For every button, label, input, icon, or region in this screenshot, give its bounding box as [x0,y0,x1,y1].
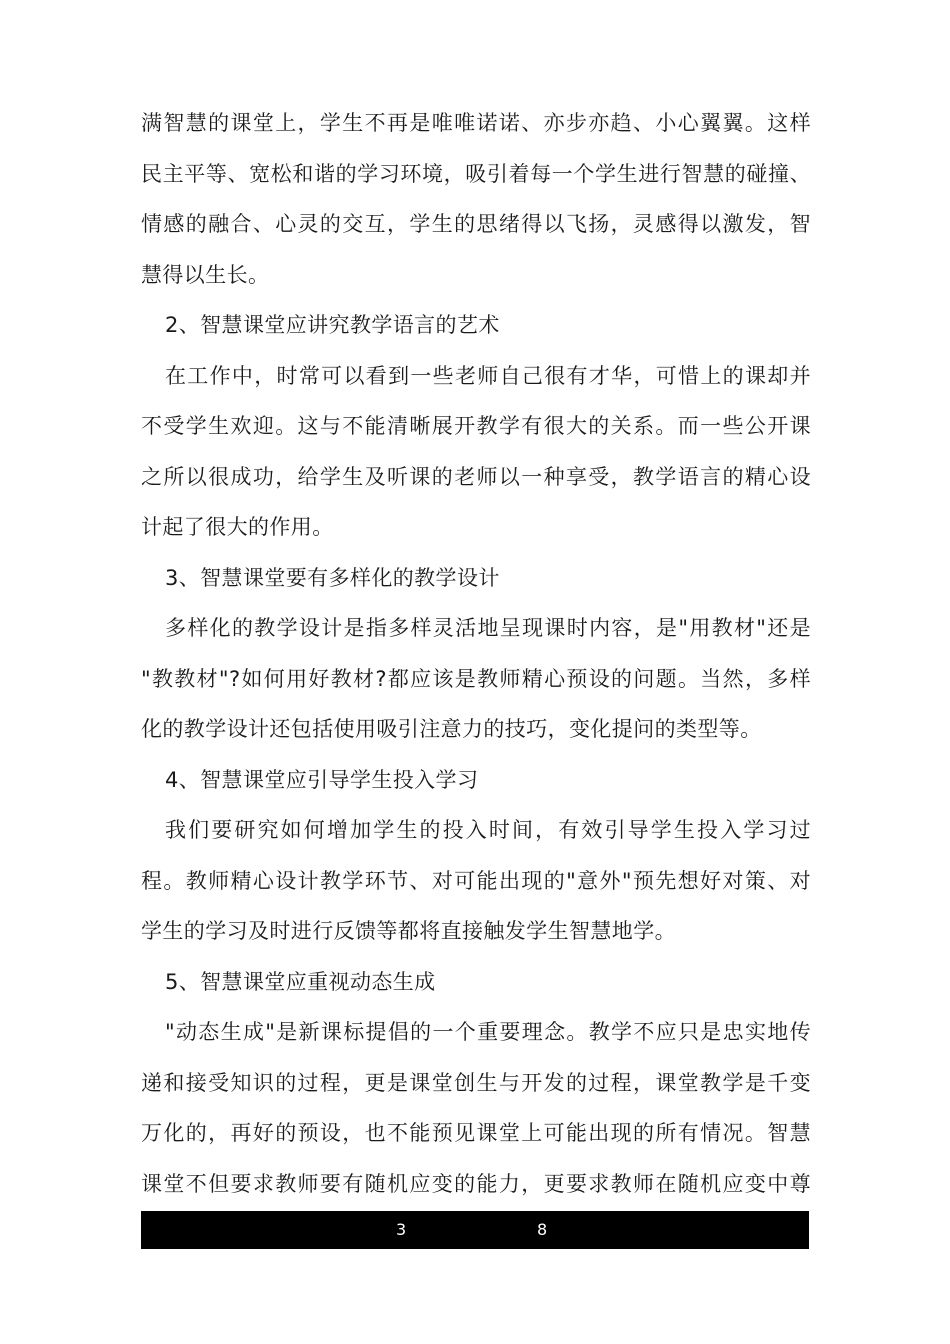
text-line: 在工作中，时常可以看到一些老师自己很有才华，可惜上的课却并 [165,363,811,388]
page-footer-bar [141,1211,809,1249]
section-heading: 2、智慧课堂应讲究教学语言的艺术 [165,313,500,337]
text-line: 之所以很成功，给学生及听课的老师以一种享受，教学语言的精心设 [141,464,811,489]
text-line: 程。教师精心设计教学环节、对可能出现的"意外"预先想好对策、对 [141,868,811,893]
text-line: 慧得以生长。 [141,262,270,287]
text-line: 情感的融合、心灵的交互，学生的思绪得以飞扬，灵感得以激发，智 [141,212,811,236]
text-line: "教教材"?如何用好教材?都应该是教师精心预设的问题。当然，多样 [141,666,811,691]
text-line: 计起了很大的作用。 [141,515,334,539]
page-number-current: 3 [396,1220,407,1239]
text-line: 递和接受知识的过程，更是课堂创生与开发的过程，课堂教学是千变 [141,1070,811,1095]
text-line: 化的教学设计还包括使用吸引注意力的技巧，变化提问的类型等。 [141,717,762,741]
section-heading: 3、智慧课堂要有多样化的教学设计 [165,565,500,590]
section-heading: 4、智慧课堂应引导学生投入学习 [165,767,479,792]
text-line: 满智慧的课堂上，学生不再是唯唯诺诺、亦步亦趋、小心翼翼。这样 [141,111,811,135]
text-line: 万化的，再好的预设，也不能预见课堂上可能出现的所有情况。智慧 [141,1121,811,1145]
document-body [141,98,811,1209]
text-line: 多样化的教学设计是指多样灵活地呈现课时内容，是"用教材"还是 [165,616,811,640]
page-number-total: 8 [537,1220,548,1239]
text-line: 民主平等、宽松和谐的学习环境，吸引着每一个学生进行智慧的碰撞、 [141,161,811,186]
text-line: "动态生成"是新课标提倡的一个重要理念。教学不应只是忠实地传 [165,1020,811,1044]
text-line: 我们要研究如何增加学生的投入时间，有效引导学生投入学习过 [165,818,811,842]
section-heading: 5、智慧课堂应重视动态生成 [165,969,436,994]
text-line: 不受学生欢迎。这与不能清晰展开教学有很大的关系。而一些公开课 [141,414,811,438]
text-line: 学生的学习及时进行反馈等都将直接触发学生智慧地学。 [141,919,676,943]
text-line: 课堂不但要求教师要有随机应变的能力，更要求教师在随机应变中尊 [141,1171,811,1196]
